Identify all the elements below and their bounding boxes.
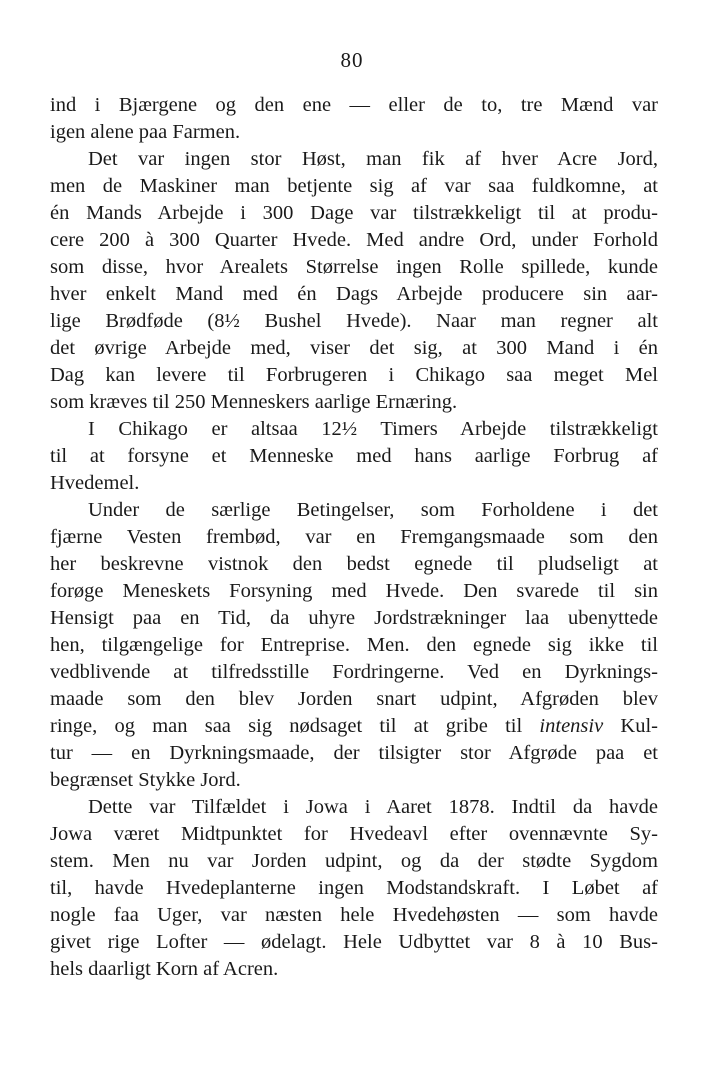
text-line [50, 659, 658, 686]
text-line-content: hver enkelt Mand med én Dags Arbejde producere sin aar- [50, 283, 658, 305]
text-line-content: hels daarligt Korn af Acren. [50, 958, 279, 980]
text-line-content: I Chikago er altsaa 12½ Timers Arbejde tilstrækkeligt [88, 418, 658, 440]
text-line-content: Under de særlige Betingelser, som Forholdene i det [88, 499, 658, 521]
text-line [50, 767, 658, 794]
text-line [50, 740, 658, 767]
text-line-content: det øvrige Arbejde med, viser det sig, at 300 Mand i én [50, 337, 658, 359]
text-line-content: til, havde Hvedeplanterne ingen Modstandskraft. I Løbet af [50, 877, 658, 899]
text-line-content: nogle faa Uger, var næsten hele Hvedehøsten — som havde [50, 904, 658, 926]
text-line [50, 443, 658, 470]
text-line [50, 227, 658, 254]
text-line [50, 929, 658, 956]
text-line [50, 335, 658, 362]
body-text [50, 92, 658, 983]
text-line [50, 497, 658, 524]
text-line [50, 200, 658, 227]
text-line-content: ringe, og man saa sig nødsaget til at gribe til [50, 715, 540, 737]
text-line [50, 416, 658, 443]
text-line-content: Dag kan levere til Forbrugeren i Chikago saa meget Mel [50, 364, 658, 386]
text-line [50, 254, 658, 281]
text-line-content: tur — en Dyrkningsmaade, der tilsigter stor Afgrøde paa et [50, 742, 658, 764]
text-line-content: begrænset Stykke Jord. [50, 769, 241, 791]
text-line [50, 686, 658, 713]
text-line [50, 173, 658, 200]
text-line [50, 281, 658, 308]
text-line [50, 821, 658, 848]
text-line [50, 902, 658, 929]
text-line-content: fjærne Vesten frembød, var en Fremgangsmaade som den [50, 526, 658, 548]
text-line-content: igen alene paa Farmen. [50, 121, 241, 143]
text-line [50, 362, 658, 389]
text-line [50, 578, 658, 605]
text-line-content: som disse, hvor Arealets Størrelse ingen Rolle spillede, kunde [50, 256, 658, 278]
text-line [50, 524, 658, 551]
text-line-content: som kræves til 250 Menneskers aarlige Ernæring. [50, 391, 458, 413]
text-line-content: vedblivende at tilfredsstille Fordringerne. Ved en Dyrknings- [50, 661, 658, 683]
text-line-content: hen, tilgængelige for Entreprise. Men. den egnede sig ikke til [50, 634, 658, 656]
text-line [50, 605, 658, 632]
text-line-content: stem. Men nu var Jorden udpint, og da der stødte Sygdom [50, 850, 658, 872]
text-line [50, 956, 658, 983]
text-line [50, 146, 658, 173]
text-line-content: givet rige Lofter — ødelagt. Hele Udbyttet var 8 à 10 Bus- [50, 931, 658, 953]
text-line-content: Dette var Tilfældet i Jowa i Aaret 1878. Indtil da havde [88, 796, 658, 818]
text-line [50, 632, 658, 659]
text-line [50, 713, 658, 740]
text-line-content: maade som den blev Jorden snart udpint, Afgrøden blev [50, 688, 658, 710]
text-line [50, 308, 658, 335]
text-line-content: Jowa været Midtpunktet for Hvedeavl efter ovennævnte Sy- [50, 823, 658, 845]
text-line [50, 389, 658, 416]
text-line-content: her beskrevne vistnok den bedst egnede til pludseligt at [50, 553, 658, 575]
text-line-content: Kul- [603, 715, 658, 737]
text-line-content: Hvedemel. [50, 472, 140, 494]
text-line-content: til at forsyne et Menneske med hans aarlige Forbrug af [50, 445, 658, 467]
text-line [50, 119, 658, 146]
text-line [50, 551, 658, 578]
text-line-content: ind i Bjærgene og den ene — eller de to, tre Mænd var [50, 94, 658, 116]
text-line-content: forøge Meneskets Forsyning med Hvede. Den svarede til sin [50, 580, 658, 602]
page-number: 80 [340, 48, 364, 72]
text-line-content: Det var ingen stor Høst, man fik af hver Acre Jord, [88, 148, 658, 170]
text-line-content: Hensigt paa en Tid, da uhyre Jordstrækninger laa ubenyttede [50, 607, 658, 629]
text-line [50, 875, 658, 902]
text-line-content: cere 200 à 300 Quarter Hvede. Med andre Ord, under Forhold [50, 229, 658, 251]
text-line [50, 470, 658, 497]
text-line-content: men de Maskiner man betjente sig af var saa fuldkomne, at [50, 175, 658, 197]
text-line-content: én Mands Arbejde i 300 Dage var tilstrækkeligt til at produ- [50, 202, 658, 224]
text-line [50, 848, 658, 875]
text-line-content: lige Brødføde (8½ Bushel Hvede). Naar man regner alt [50, 310, 658, 332]
text-line [50, 794, 658, 821]
text-line [50, 92, 658, 119]
italic-word: intensiv [539, 715, 604, 737]
